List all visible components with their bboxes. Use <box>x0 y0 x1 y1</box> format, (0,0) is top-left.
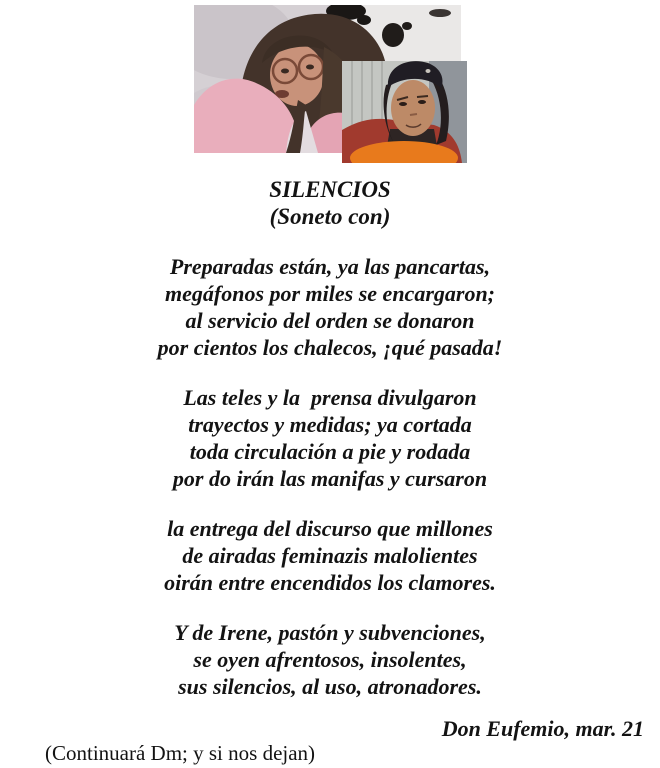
author-signature: Don Eufemio, mar. 21 <box>441 716 644 741</box>
verse-line: megáfonos por miles se encargaron; <box>165 281 495 306</box>
verse-line: oirán entre encendidos los clamores. <box>164 570 496 595</box>
verse-line: Las teles y la prensa divulgaron <box>183 385 477 410</box>
photo-collage <box>0 0 660 163</box>
man-photo-inset <box>342 61 467 163</box>
verse-line: Preparadas están, ya las pancartas, <box>169 254 491 279</box>
verse-line: sus silencios, al uso, atronadores. <box>178 674 482 699</box>
verse-line: trayectos y medidas; ya cortada <box>188 412 472 437</box>
verse-line: al servicio del orden se donaron <box>185 308 475 333</box>
verse-line: la entrega del discurso que millones <box>167 516 493 541</box>
poem-title: SILENCIOS <box>269 177 391 202</box>
verse-line: por cientos los chalecos, ¡qué pasada! <box>157 335 503 360</box>
stanza-1 <box>0 253 660 361</box>
poem-subtitle: (Soneto con) <box>269 204 391 229</box>
stanza-2 <box>0 384 660 492</box>
stanza-3 <box>0 515 660 596</box>
verse-line: de airadas feminazis malolientes <box>182 543 478 568</box>
verse-line: toda circulación a pie y rodada <box>189 439 471 464</box>
verse-line: se oyen afrentosos, insolentes, <box>193 647 467 672</box>
verse-line: por do irán las manifas y cursaron <box>172 466 488 491</box>
continuation-note: (Continuará Dm; y si nos dejan) <box>45 741 316 765</box>
photo-collage-graphic <box>194 5 467 163</box>
verse-line: Y de Irene, pastón y subvenciones, <box>174 620 486 645</box>
stanza-4 <box>0 619 660 700</box>
